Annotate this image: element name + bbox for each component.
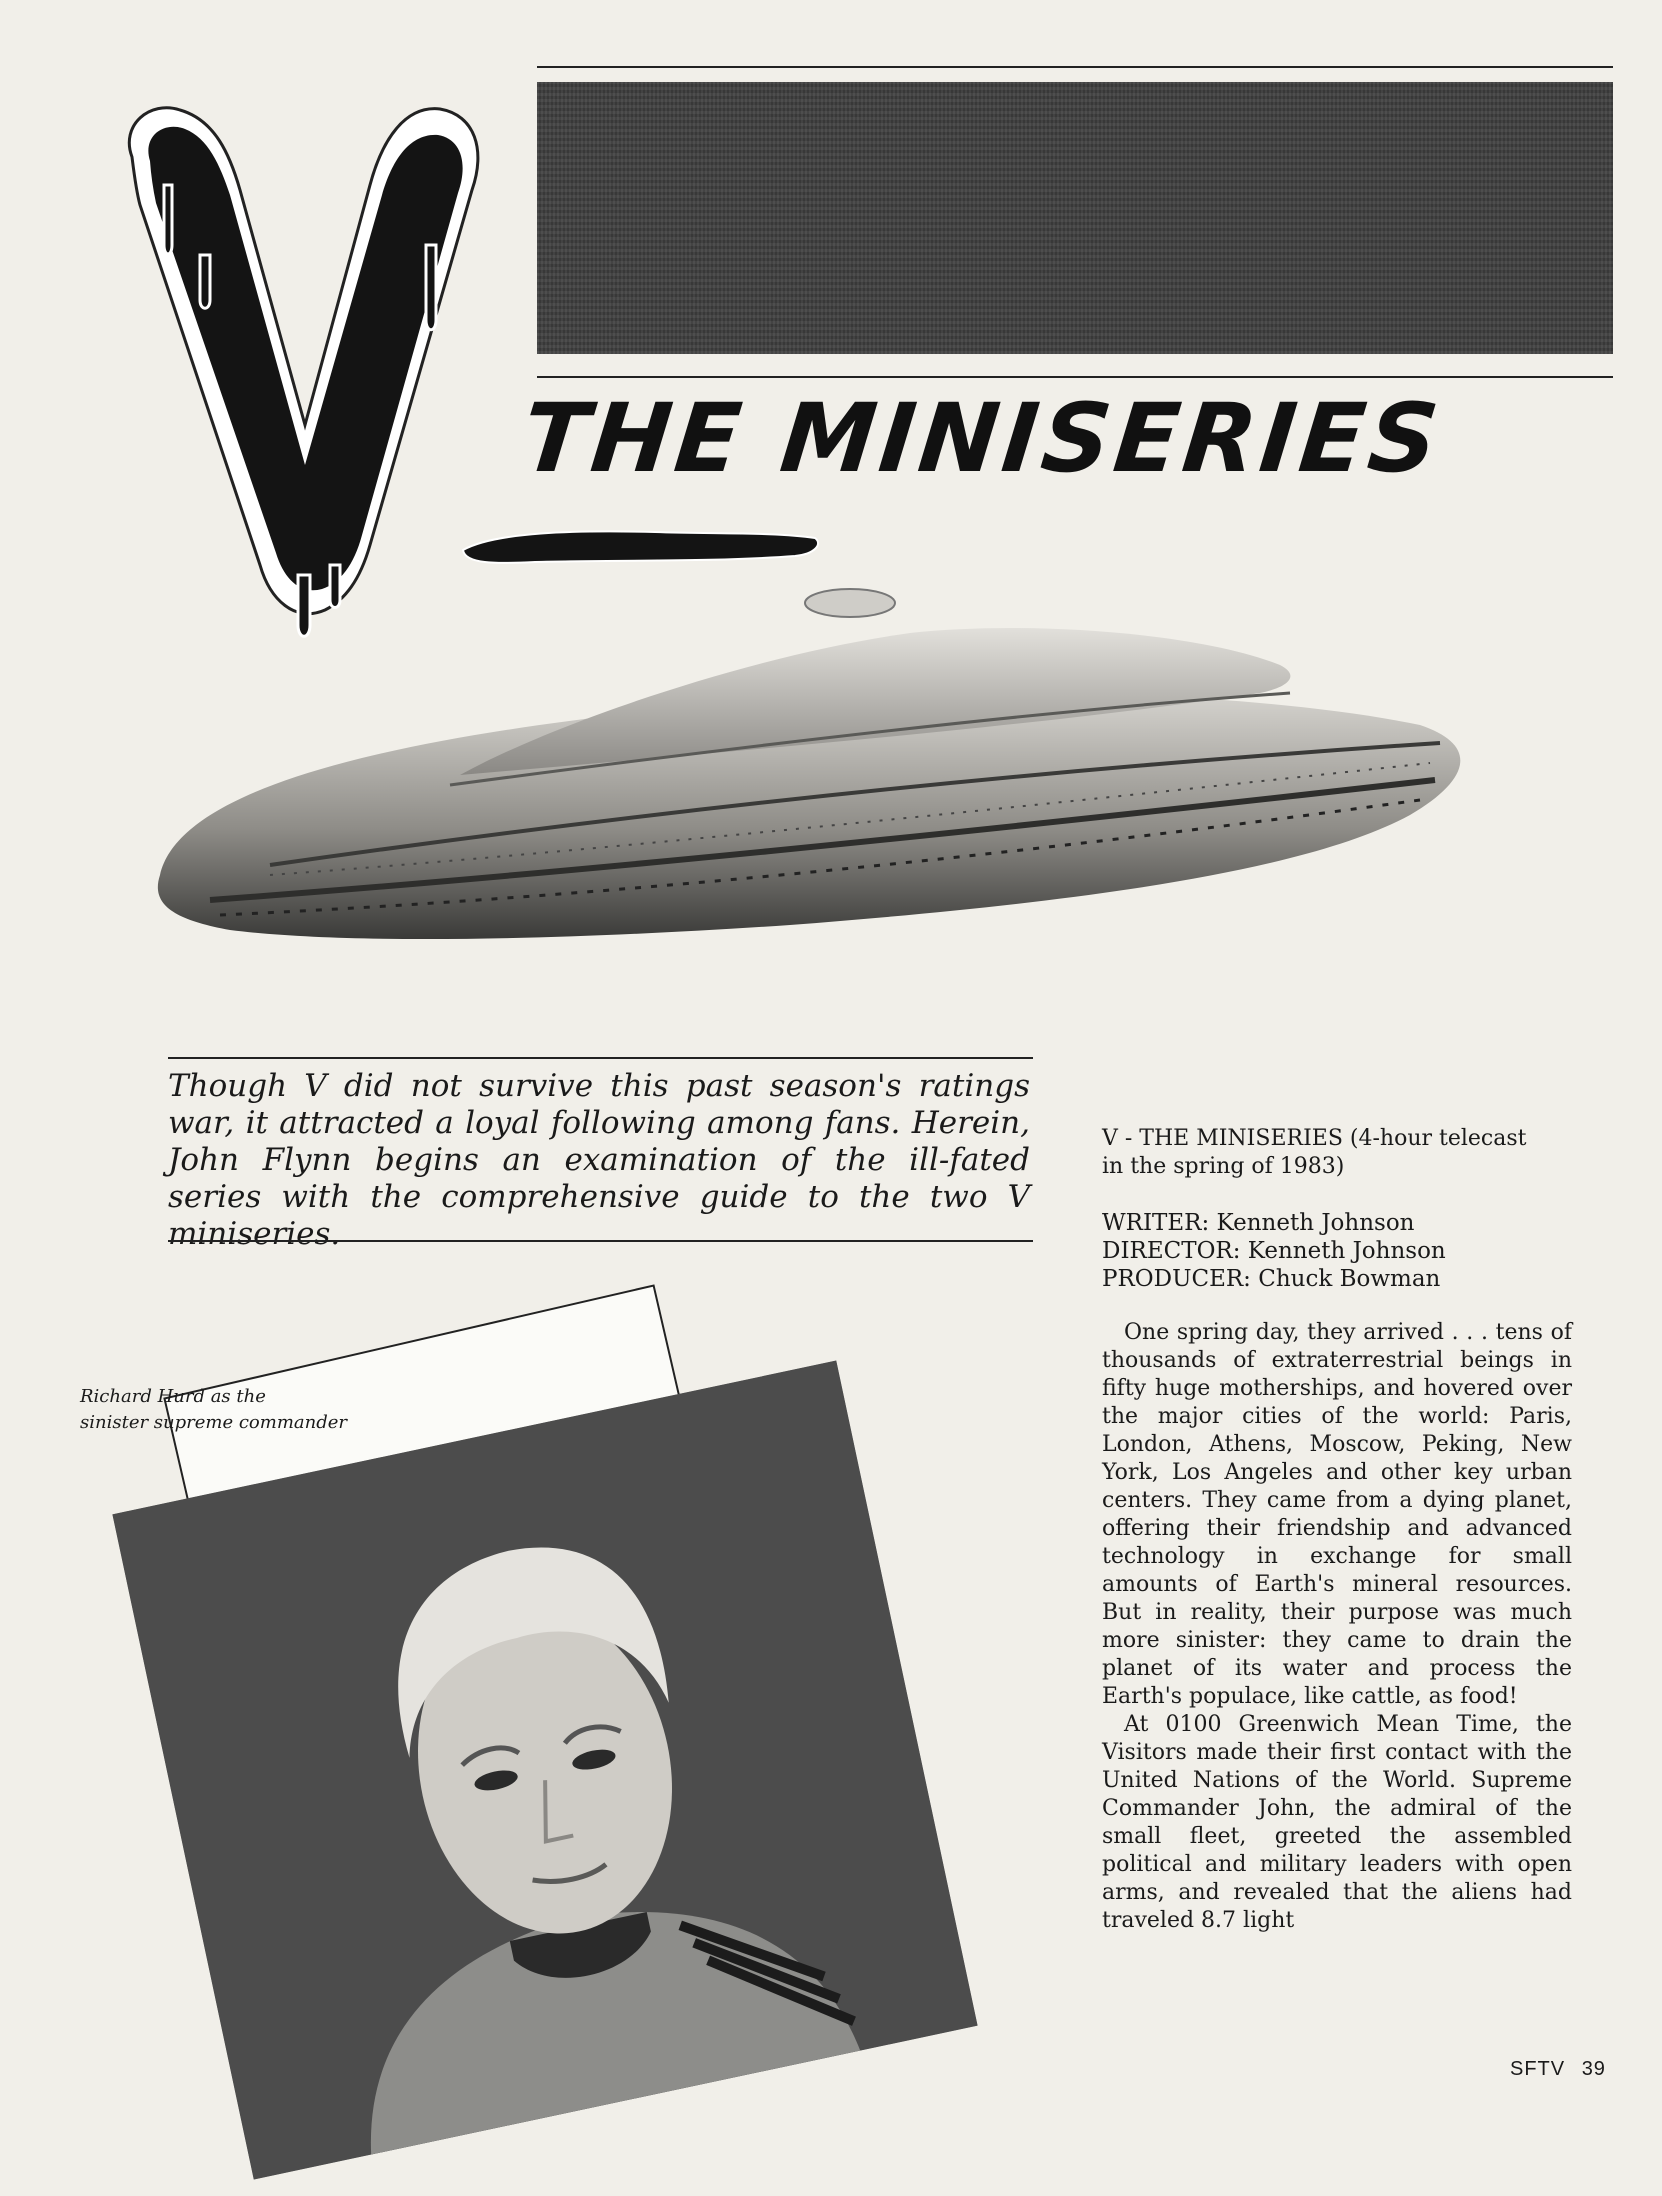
credits-heading-line-2: in the spring of 1983)	[1102, 1154, 1345, 1179]
page-number: 39	[1581, 2058, 1606, 2080]
caption-line-2: sinister supreme commander	[80, 1412, 348, 1433]
masthead-bottom-rule	[537, 376, 1613, 378]
intro-top-rule	[168, 1057, 1033, 1059]
magazine-name: SFTV	[1510, 2058, 1566, 2080]
masthead-top-rule	[537, 66, 1613, 68]
credit-writer: WRITER: Kenneth Johnson	[1102, 1210, 1415, 1236]
intro-deck: Though V did not survive this past season's ratings war, it attracted a loyal following among fans. Herein, John Flynn begins an examination of the ill-fated series with the comprehensive guide to the two V miniseries.	[168, 1068, 1030, 1252]
credit-director: DIRECTOR: Kenneth Johnson	[1102, 1238, 1446, 1264]
title-band	[537, 82, 1613, 354]
credit-producer: PRODUCER: Chuck Bowman	[1102, 1266, 1441, 1292]
dripping-v-logo	[120, 95, 490, 655]
caption-line-1: Richard Hurd as the	[80, 1386, 266, 1407]
mothership-illustration	[150, 575, 1480, 955]
article-column	[1102, 1125, 1572, 1935]
body-paragraph-1: One spring day, they arrived . . . tens of thousands of extraterrestrial beings in fifty huge motherships, and hovered over the major cities of the world: Paris, London, Athens, Moscow, Peking, New York, Los Angeles and other key urban centers. They came from a dying planet, offering their friendship and advanced technology in exchange for small amounts of Earth's mineral resources. But in reality, their purpose was much more sinister: they came to drain the planet of its water and process the Earth's populace, like cattle, as food!	[1102, 1320, 1572, 1709]
body-paragraph-2: At 0100 Greenwich Mean Time, the Visitors made their first contact with the United Nations of the World. Supreme Commander John, the admiral of the small fleet, greeted the assembled political and military leaders with open arms, and revealed that the aliens had traveled 8.7 light	[1102, 1712, 1572, 1933]
brush-underline	[455, 520, 825, 570]
credits-heading-line-1: V - THE MINISERIES (4-hour telecast	[1102, 1126, 1527, 1151]
page-folio	[1510, 2058, 1606, 2081]
intro-bottom-rule	[168, 1240, 1033, 1242]
photo-caption	[80, 1384, 380, 1436]
headline: THE MINISERIES	[517, 384, 1447, 494]
